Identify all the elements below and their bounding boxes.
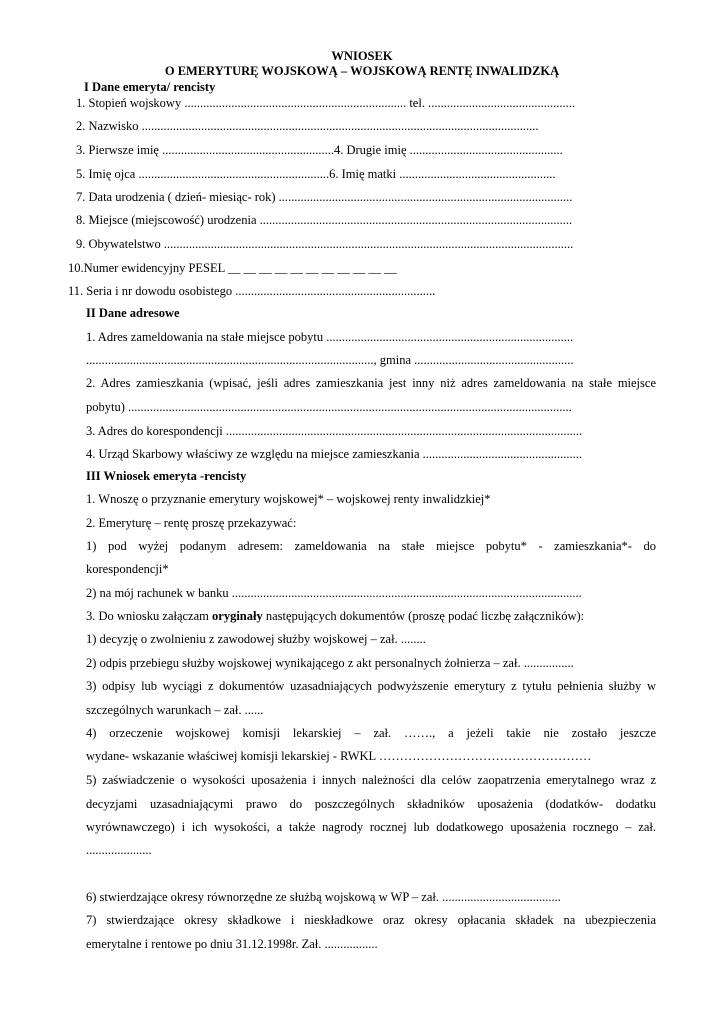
attachment-3-cont: szczególnych warunkach – zał. ...... — [86, 703, 264, 717]
payment-method-label: 2. Emeryturę – rentę proszę przekazywać: — [86, 516, 297, 530]
field-birth-date: 7. Data urodzenia ( dzień- miesiąc- rok) .............................................................................................. — [76, 190, 573, 204]
attachment-5-cont2: wyrównawczego) i ich wysokości, a także nagrody rocznej lub dodatkowego uposażenia rocznego – zał. — [86, 820, 656, 834]
address-residence: 2. Adres zamieszkania (wpisać, jeśli adres zamieszkania jest inny niż adres zameldowania na stałe miejsce — [86, 376, 656, 390]
field-pesel: 10.Numer ewidencyjny PESEL __ __ __ __ __ __ __ __ __ __ __ — [68, 261, 397, 275]
address-registered-cont: ............................................................................................, gmina ................................................... — [86, 353, 574, 367]
field-first-second-name: 3. Pierwsze imię .......................................................4. Drugie imię ................................................. — [76, 143, 563, 157]
attachments-originals: oryginały — [212, 609, 263, 623]
attachment-4: 4) orzeczenie wojskowej komisji lekarskiej – zał. ……., a jeżeli takie nie zostało jeszcze — [86, 726, 656, 740]
payment-option-address: 1) pod wyżej podanym adresem: zameldowania na stałe miejsce pobytu* - zamieszkania*- do — [86, 539, 656, 553]
tax-office: 4. Urząd Skarbowy właściwy ze względu na miejsce zamieszkania ................................................... — [86, 447, 583, 461]
address-correspondence: 3. Adres do korespondencji .................................................................................................................. — [86, 424, 583, 438]
request-pension: 1. Wnoszę o przyznanie emerytury wojskowej* – wojskowej renty inwalidzkiej* — [86, 492, 491, 506]
field-id-card: 11. Seria i nr dowodu osobistego ................................................................ — [68, 284, 436, 298]
field-birth-place: 8. Miejsce (miejscowość) urodzenia .................................................................................................... — [76, 213, 573, 227]
attachments-intro: 3. Do wniosku załączam oryginały następujących dokumentów (proszę podać liczbę załączników): — [86, 609, 585, 623]
attachment-3: 3) odpisy lub wyciągi z dokumentów uzasadniających podwyższenie emerytury z tytułu pełnienia służby w — [86, 679, 656, 693]
attachment-7-cont: emerytalne i rentowe po dniu 31.12.1998r. Zał. ................. — [86, 937, 378, 951]
attachment-2: 2) odpis przebiegu służby wojskowej wynikającego z akt personalnych żołnierza – zał. ................ — [86, 656, 574, 670]
address-registered: 1. Adres zameldowania na stałe miejsce pobytu ............................................................................... — [86, 330, 574, 344]
attachment-5-cont3: ..................... — [86, 843, 152, 857]
attachment-4-cont: wydane- wskazanie właściwej komisji lekarskiej - RWKL …………………………………………… — [86, 749, 592, 763]
attachment-6: 6) stwierdzające okresy równorzędne ze służbą wojskową w WP – zał. ...................................... — [86, 890, 561, 904]
field-surname: 2. Nazwisko ............................................................................................................................... — [76, 119, 539, 133]
section-1-heading: I Dane emeryta/ rencisty — [84, 80, 216, 94]
attachment-5: 5) zaświadczenie o wysokości uposażenia i innych należności dla celów zaopatrzenia emerytalnego wraz z — [86, 773, 656, 787]
payment-option-bank: 2) na mój rachunek w banku ................................................................................................................ — [86, 586, 582, 600]
address-residence-cont: pobytu) .............................................................................................................................................. — [86, 400, 572, 414]
section-3-heading: III Wniosek emeryta -rencisty — [86, 469, 247, 483]
attachment-1: 1) decyzję o zwolnieniu z zawodowej służby wojskowej – zał. ........ — [86, 632, 426, 646]
attachment-7: 7) stwierdzające okresy składkowe i nieskładkowe oraz okresy opłacania składek na ubezpieczenia — [86, 913, 656, 927]
attachment-5-cont1: decyzjami uzasadniającymi prawo do poszczególnych składników uposażenia (dodatków- dodatku — [86, 797, 656, 811]
field-citizenship: 9. Obywatelstwo ................................................................................................................................... — [76, 237, 574, 251]
form-title: WNIOSEK — [331, 49, 393, 63]
field-military-rank-phone: 1. Stopień wojskowy ....................................................................... tel. ............................................... — [76, 96, 575, 110]
form-subtitle: O EMERYTURĘ WOJSKOWĄ – WOJSKOWĄ RENTĘ INWALIDZKĄ — [164, 64, 560, 78]
payment-option-address-cont: korespondencji* — [86, 562, 169, 576]
section-2-heading: II Dane adresowe — [86, 306, 180, 320]
field-father-mother-name: 5. Imię ojca .............................................................6. Imię matki .................................................. — [76, 167, 556, 181]
